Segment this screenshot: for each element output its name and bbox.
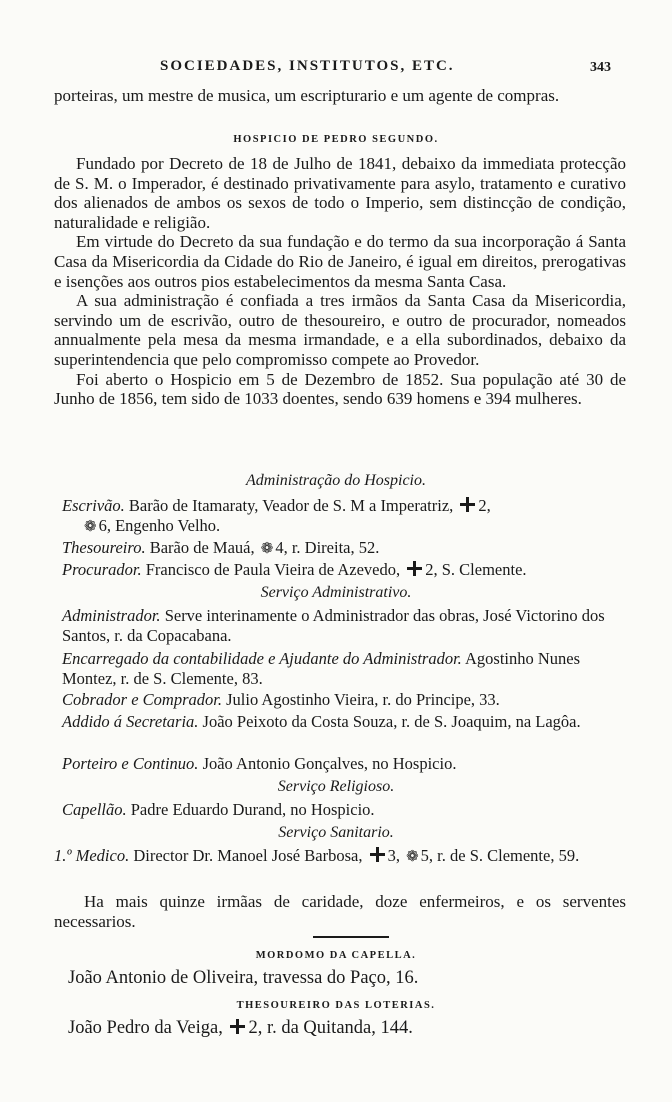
thesoureiro-loterias-entry xyxy=(68,1018,628,1039)
cobrador-text: Julio Agostinho Vieira, r. do Principe, 33. xyxy=(226,690,500,709)
servico-administrativo-subheading: Serviço Administrativo. xyxy=(260,584,412,601)
paragraph-populacao: Foi aberto o Hospicio em 5 de Dezembro de 1852. Sua população até 30 de Junho de 1856, tem sido de 1033 doentes, sendo 639 homens e 394 mulheres. xyxy=(54,369,626,409)
mordomo-heading: MORDOMO DA CAPELLA. xyxy=(255,950,417,961)
entry-administrador xyxy=(62,606,628,646)
order-cross-icon xyxy=(370,847,385,862)
entry-capellao xyxy=(62,800,628,820)
role-addido: Addido á Secretaria. xyxy=(62,712,199,731)
role-thesoureiro: Thesoureiro. xyxy=(62,538,146,557)
role-cobrador: Cobrador e Comprador. xyxy=(62,690,222,709)
procurador-name: Francisco de Paula Vieira de Azevedo, xyxy=(145,560,401,579)
servico-sanitario-subheading: Serviço Sanitario. xyxy=(278,824,394,841)
running-header-title: SOCIEDADES, INSTITUTOS, ETC. xyxy=(160,58,455,74)
order-cross-icon xyxy=(407,561,422,576)
intro-text: porteiras, um mestre de musica, um escripturario e um agente de compras. xyxy=(54,86,560,105)
role-procurador: Procurador. xyxy=(62,560,142,579)
entry-porteiro xyxy=(62,754,628,774)
hospicio-heading: HOSPICIO DE PEDRO SEGUNDO. xyxy=(233,134,439,145)
entry-thesoureiro xyxy=(62,538,628,559)
thesoureiro-loterias-address: 2, r. da Quitanda, 144. xyxy=(248,1018,413,1038)
order-rose-icon: ❁ xyxy=(260,541,274,557)
medico-order-number: 3, xyxy=(387,846,400,865)
entry-addido xyxy=(62,712,628,732)
addido-text: João Peixoto da Costa Souza, r. de S. Joaquim, na Lagôa. xyxy=(202,712,581,731)
porteiro-text: João Antonio Gonçalves, no Hospicio. xyxy=(202,754,457,773)
role-escrivao: Escrivão. xyxy=(62,496,125,515)
medico-name: Director Dr. Manoel José Barbosa, xyxy=(133,846,363,865)
medico-address: 5, r. de S. Clemente, 59. xyxy=(420,846,580,865)
escrivao-name: Barão de Itamaraty, Veador de S. M a Imperatriz, xyxy=(128,496,454,515)
order-rose-icon: ❁ xyxy=(84,519,97,535)
thesoureiro-loterias-heading: THESOUREIRO DAS LOTERIAS. xyxy=(236,1000,436,1011)
role-encarregado: Encarregado da contabilidade e Ajudante do Administrador. xyxy=(62,649,462,668)
procurador-address: 2, S. Clemente. xyxy=(425,560,527,579)
entry-cobrador xyxy=(62,690,628,710)
administracao-subheading: Administração do Hospicio. xyxy=(246,472,426,489)
capellao-text: Padre Eduardo Durand, no Hospicio. xyxy=(130,800,375,819)
mordomo-text: João Antonio de Oliveira, travessa do Paço, 16. xyxy=(68,968,419,988)
thesoureiro-loterias-name: João Pedro da Veiga, xyxy=(68,1018,223,1038)
page-number: 343 xyxy=(590,60,611,75)
order-cross-icon xyxy=(230,1019,245,1034)
escrivao-address: 6, Engenho Velho. xyxy=(98,516,221,535)
role-medico: 1.º Medico. xyxy=(54,846,130,865)
escrivao-order-number: 2, xyxy=(478,496,491,515)
hospicio-body xyxy=(54,154,626,409)
servico-religioso-subheading: Serviço Religioso. xyxy=(277,778,395,795)
entry-medico xyxy=(54,846,628,867)
section-divider xyxy=(313,936,389,938)
paragraph-fundacao: Fundado por Decreto de 18 de Julho de 1841, debaixo da immediata protecção de S. M. o Imperador, é destinado privativamente para asylo, tratamento e curativo dos alienados de ambos os sexos de todo o Imperio, sem distincção de condição, naturalidade e religião. xyxy=(54,154,626,232)
paragraph-incorporacao: Em virtude do Decreto da sua fundação e do termo da sua incorporação á Santa Casa da Misericordia da Cidade do Rio de Janeiro, é igual em direitos, prerogativas e isenções aos outros pios estabelecimentos da mesma Santa Casa. xyxy=(54,232,626,291)
role-capellao: Capellão. xyxy=(62,800,127,819)
thesoureiro-address: 4, r. Direita, 52. xyxy=(275,538,380,557)
role-administrador: Administrador. xyxy=(62,606,161,625)
encarregado-text: Agostinho Nunes Montez, r. de S. Clemente, 83. xyxy=(62,649,581,688)
entry-procurador xyxy=(62,560,628,580)
order-rose-icon: ❁ xyxy=(406,849,419,865)
administrador-text: Serve interinamente o Administrador das obras, José Victorino dos Santos, r. da Copacabana. xyxy=(62,606,605,645)
order-cross-icon xyxy=(460,497,475,512)
role-porteiro: Porteiro e Continuo. xyxy=(62,754,199,773)
entry-escrivao xyxy=(62,496,628,537)
thesoureiro-name: Barão de Mauá, xyxy=(149,538,255,557)
entry-encarregado xyxy=(62,649,628,689)
sanitario-closing: Ha mais quinze irmãas de caridade, doze enfermeiros, e os serventes necessarios. xyxy=(54,892,626,931)
paragraph-administracao: A sua administração é confiada a tres irmãos da Santa Casa da Misericordia, servindo um de escrivão, outro de thesoureiro, e outro de procurador, nomeados annualmente pela mesa da mesma irmandade, e a ella subordinados, debaixo da superintendencia que pelo compromisso compete ao Provedor. xyxy=(54,291,626,369)
